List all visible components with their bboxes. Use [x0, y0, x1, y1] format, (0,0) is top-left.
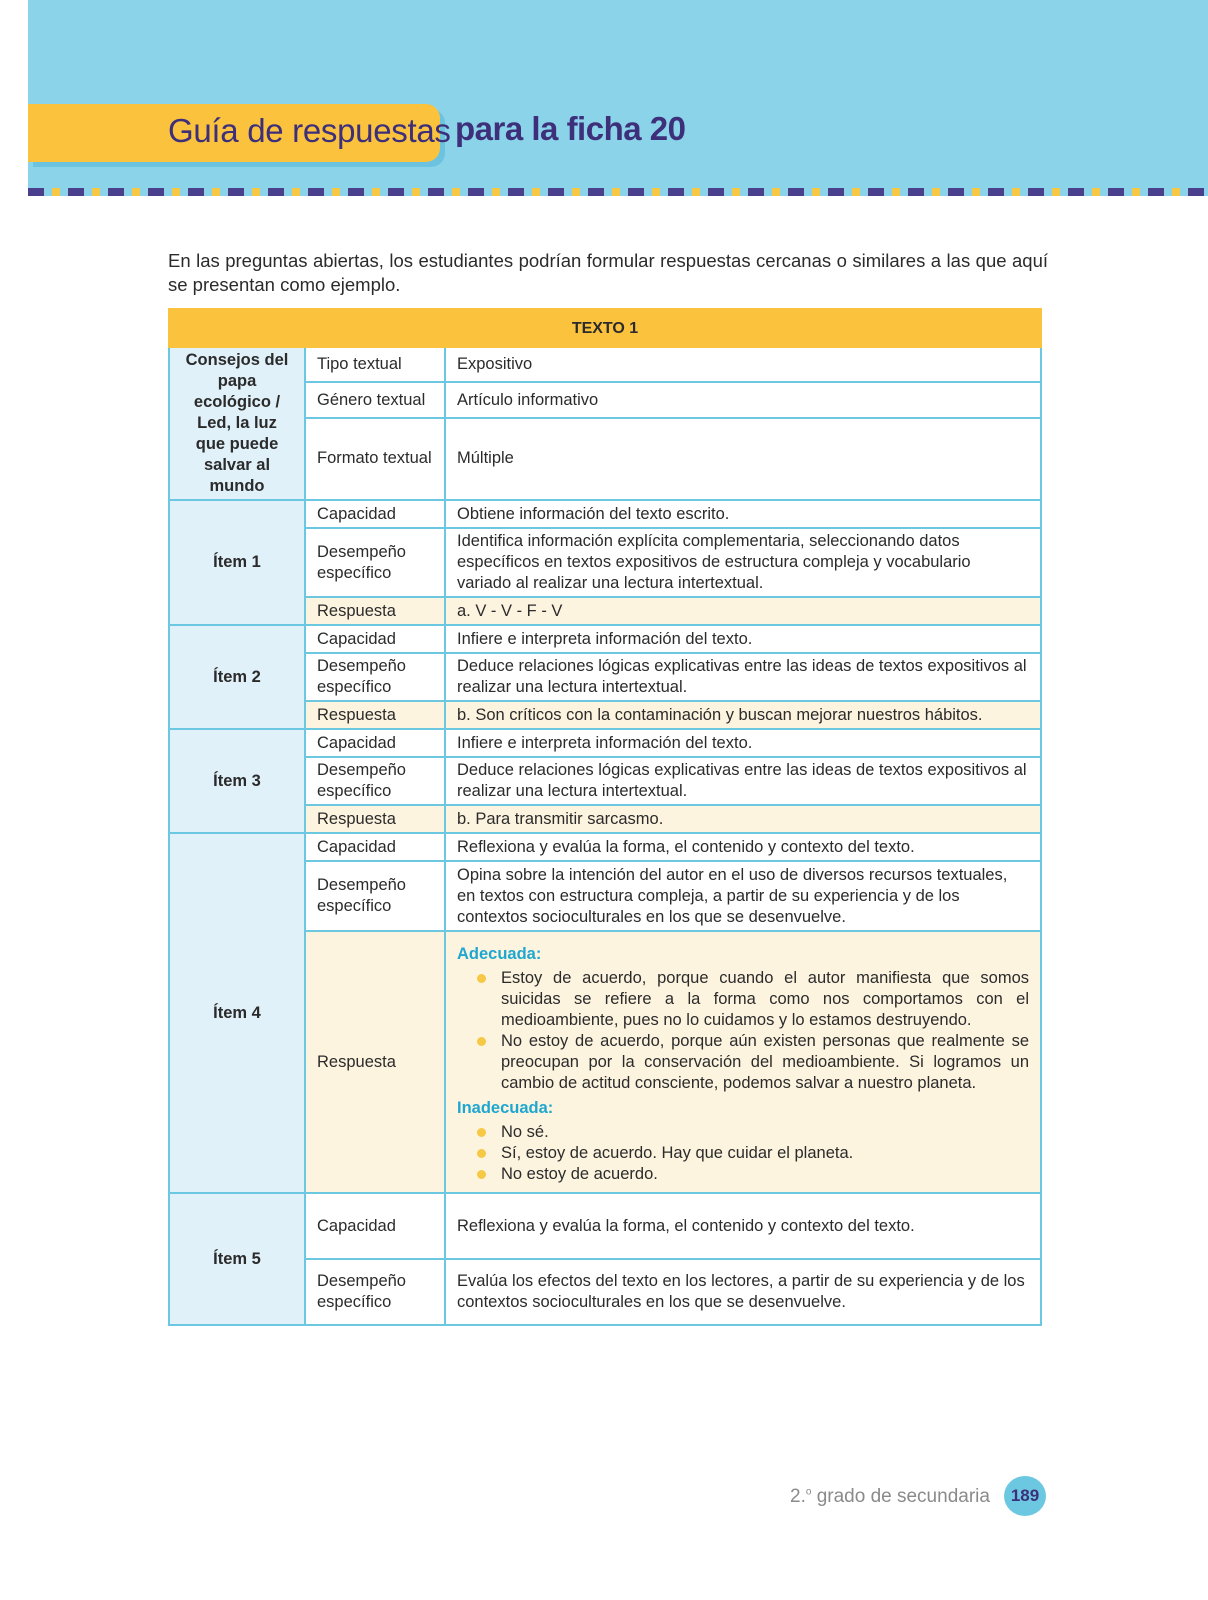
table-row — [169, 1193, 1041, 1259]
answer-guide-table — [168, 308, 1042, 1326]
respuesta-value: b. Son críticos con la contaminación y buscan mejorar nuestros hábitos. — [445, 701, 1041, 729]
list-item: No estoy de acuerdo, porque aún existen personas que realmente se preocupan por la conservación del medioambiente. Si logramos un cambio de actitud consciente, podemos salvar a nuestro planeta. — [457, 1031, 1029, 1094]
row-label: Capacidad — [305, 833, 445, 861]
row-label: Desempeño específico — [305, 653, 445, 701]
respuesta-value: a. V - V - F - V — [445, 597, 1041, 625]
adecuada-heading: Adecuada: — [457, 944, 542, 963]
row-label: Capacidad — [305, 729, 445, 757]
text-title-cell: Consejos del papa ecológico / Led, la luz que puede salvar al mundo — [169, 347, 305, 500]
table-header-row — [169, 309, 1041, 347]
item-label: Ítem 1 — [169, 500, 305, 625]
desempeno-value: Deduce relaciones lógicas explicativas entre las ideas de textos expositivos al realizar una lectura intertextual. — [445, 757, 1041, 805]
row-label: Respuesta — [305, 931, 445, 1193]
capacidad-value: Infiere e interpreta información del texto. — [445, 625, 1041, 653]
row-label: Desempeño específico — [305, 861, 445, 931]
row-label: Desempeño específico — [305, 757, 445, 805]
desempeno-value: Identifica información explícita complementaria, seleccionando datos específicos en textos expositivos de estructura compleja y vocabulario variado al realizar una lectura intertextual. — [445, 528, 1041, 597]
desempeno-value: Evalúa los efectos del texto en los lectores, a partir de su experiencia y de los contextos socioculturales en los que se desenvuelve. — [445, 1259, 1041, 1325]
page-subtitle: para la ficha 20 — [455, 110, 686, 147]
capacidad-value: Reflexiona y evalúa la forma, el contenido y contexto del texto. — [445, 1193, 1041, 1259]
capacidad-value: Obtiene información del texto escrito. — [445, 500, 1041, 528]
grade-text: grado de secundaria — [811, 1486, 990, 1507]
row-label: Desempeño específico — [305, 528, 445, 597]
row-label: Respuesta — [305, 701, 445, 729]
respuesta-open-answers — [445, 931, 1041, 1193]
item-label: Ítem 3 — [169, 729, 305, 833]
grade-ordinal: o — [805, 1486, 812, 1498]
list-item: Sí, estoy de acuerdo. Hay que cuidar el planeta. — [457, 1143, 1029, 1164]
row-label: Tipo textual — [305, 347, 445, 382]
row-label: Respuesta — [305, 597, 445, 625]
adecuada-list — [457, 968, 1029, 1094]
grade-footer — [790, 1486, 990, 1508]
list-item: No sé. — [457, 1122, 1029, 1143]
intro-paragraph: En las preguntas abiertas, los estudiantes podrían formular respuestas cercanas o similares a las que aquí se presentan como ejemplo. — [168, 249, 1048, 295]
row-label: Respuesta — [305, 805, 445, 833]
item-label: Ítem 4 — [169, 833, 305, 1193]
inadecuada-heading: Inadecuada: — [457, 1098, 554, 1117]
list-item: Estoy de acuerdo, porque cuando el autor manifiesta que somos suicidas se refiere a la forma como nos comportamos con el medioambiente, pues no lo cuidamos y lo estamos destruyendo. — [457, 968, 1029, 1031]
table-row — [169, 500, 1041, 528]
inadecuada-list — [457, 1122, 1029, 1185]
row-label: Capacidad — [305, 500, 445, 528]
row-value: Expositivo — [445, 347, 1041, 382]
item-label: Ítem 2 — [169, 625, 305, 729]
table-row — [169, 833, 1041, 861]
capacidad-value: Infiere e interpreta información del texto. — [445, 729, 1041, 757]
row-label: Formato textual — [305, 418, 445, 500]
desempeno-value: Opina sobre la intención del autor en el uso de diversos recursos textuales, en textos con estructura compleja, a partir de su experiencia y de los contextos socioculturales en los que se desenvuelve. — [445, 861, 1041, 931]
capacidad-value: Reflexiona y evalúa la forma, el contenido y contexto del texto. — [445, 833, 1041, 861]
decorative-stripe — [28, 188, 1208, 196]
list-item: No estoy de acuerdo. — [457, 1164, 1029, 1185]
row-value: Múltiple — [445, 418, 1041, 500]
table-heading: TEXTO 1 — [169, 309, 1041, 347]
row-label: Capacidad — [305, 625, 445, 653]
table-row — [169, 347, 1041, 382]
table-row — [169, 729, 1041, 757]
row-label: Capacidad — [305, 1193, 445, 1259]
grade-number: 2. — [790, 1486, 806, 1507]
page-title: Guía de respuestas — [168, 112, 451, 149]
row-value: Artículo informativo — [445, 382, 1041, 417]
respuesta-value: b. Para transmitir sarcasmo. — [445, 805, 1041, 833]
row-label: Género textual — [305, 382, 445, 417]
table-row — [169, 625, 1041, 653]
row-label: Desempeño específico — [305, 1259, 445, 1325]
desempeno-value: Deduce relaciones lógicas explicativas entre las ideas de textos expositivos al realizar una lectura intertextual. — [445, 653, 1041, 701]
page-number: 189 — [1004, 1476, 1046, 1516]
item-label: Ítem 5 — [169, 1193, 305, 1325]
